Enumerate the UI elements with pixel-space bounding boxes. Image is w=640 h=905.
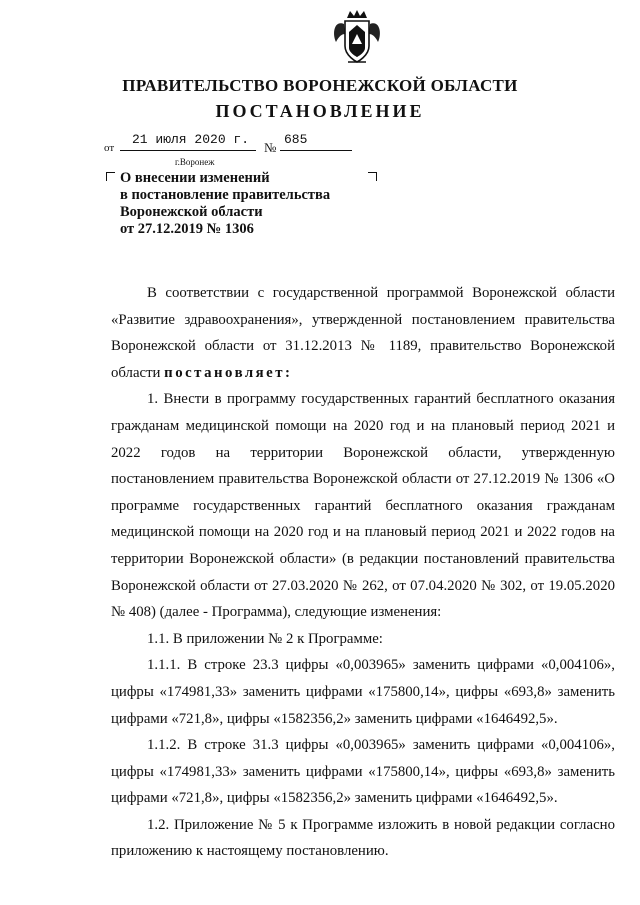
clause-1-1-2: 1.1.2. В строке 31.3 цифры «0,003965» заменить цифрами «0,004106», цифры «174981,33» заменить цифрами «175800,14», цифры «693,8» заменить цифрами «721,8», цифры «1582356,2» заменить цифрами «1646492,5». xyxy=(111,737,615,807)
subject-line: Воронежской области xyxy=(120,204,263,220)
subject-line: в постановление правительства xyxy=(120,187,331,203)
document-date: 21 июля 2020 г. xyxy=(132,132,250,147)
date-underline xyxy=(120,150,256,151)
number-prefix-label: № xyxy=(264,140,277,155)
document-date-number-row xyxy=(104,132,364,168)
document-subject xyxy=(120,170,360,238)
intro-text: В соответствии с государственной программой Воронежской области «Развитие здравоохранения», утвержденной постановлением правительства Воронежской области от 31.12.2013 № 1189, правительство Воронежской области xyxy=(111,285,615,381)
clause-1: 1. Внести в программу государственных гарантий бесплатного оказания гражданам медицинской помощи на 2020 год и на плановый период 2021 и 2022 годов на территории Воронежской области, утвержденную постановлением правительства Воронежской области от 27.12.2019 № 1306 «О программе государственных гарантий бесплатного оказания гражданам медицинской помощи на 2020 год и на плановый период 2021 и 2022 годов на территории Воронежской области» (в редакции постановлений правительства Воронежской области от 27.03.2020 № 262, от 07.04.2020 № 302, от 19.05.2020 № 408) (далее - Программа), следующие изменения: xyxy=(111,391,615,621)
document-number: 685 xyxy=(284,132,308,147)
document-type-title: ПОСТАНОВЛЕНИЕ xyxy=(215,101,425,121)
subject-corner-right xyxy=(368,172,377,181)
coat-of-arms-icon xyxy=(330,8,384,68)
resolves-word: постановляет: xyxy=(164,364,293,381)
organization-title: ПРАВИТЕЛЬСТВО ВОРОНЕЖСКОЙ ОБЛАСТИ xyxy=(122,76,518,95)
subject-line: от 27.12.2019 № 1306 xyxy=(120,221,254,237)
clause-1-1-1: 1.1.1. В строке 23.3 цифры «0,003965» заменить цифрами «0,004106», цифры «174981,33» заменить цифрами «175800,14», цифры «693,8» заменить цифрами «721,8», цифры «1582356,2» заменить цифрами «1646492,5». xyxy=(111,657,615,727)
date-prefix-label: от xyxy=(104,142,115,154)
number-underline xyxy=(280,150,352,151)
clause-1-2: 1.2. Приложение № 5 к Программе изложить в новой редакции согласно приложению к настоящему постановлению. xyxy=(111,816,615,860)
intro-paragraph xyxy=(111,280,615,386)
document-body xyxy=(111,280,615,865)
subject-line: О внесении изменений xyxy=(120,170,270,186)
subject-corner-left xyxy=(106,172,115,181)
clause-1-1: 1.1. В приложении № 2 к Программе: xyxy=(147,630,383,647)
city-label: г.Воронеж xyxy=(175,157,215,167)
